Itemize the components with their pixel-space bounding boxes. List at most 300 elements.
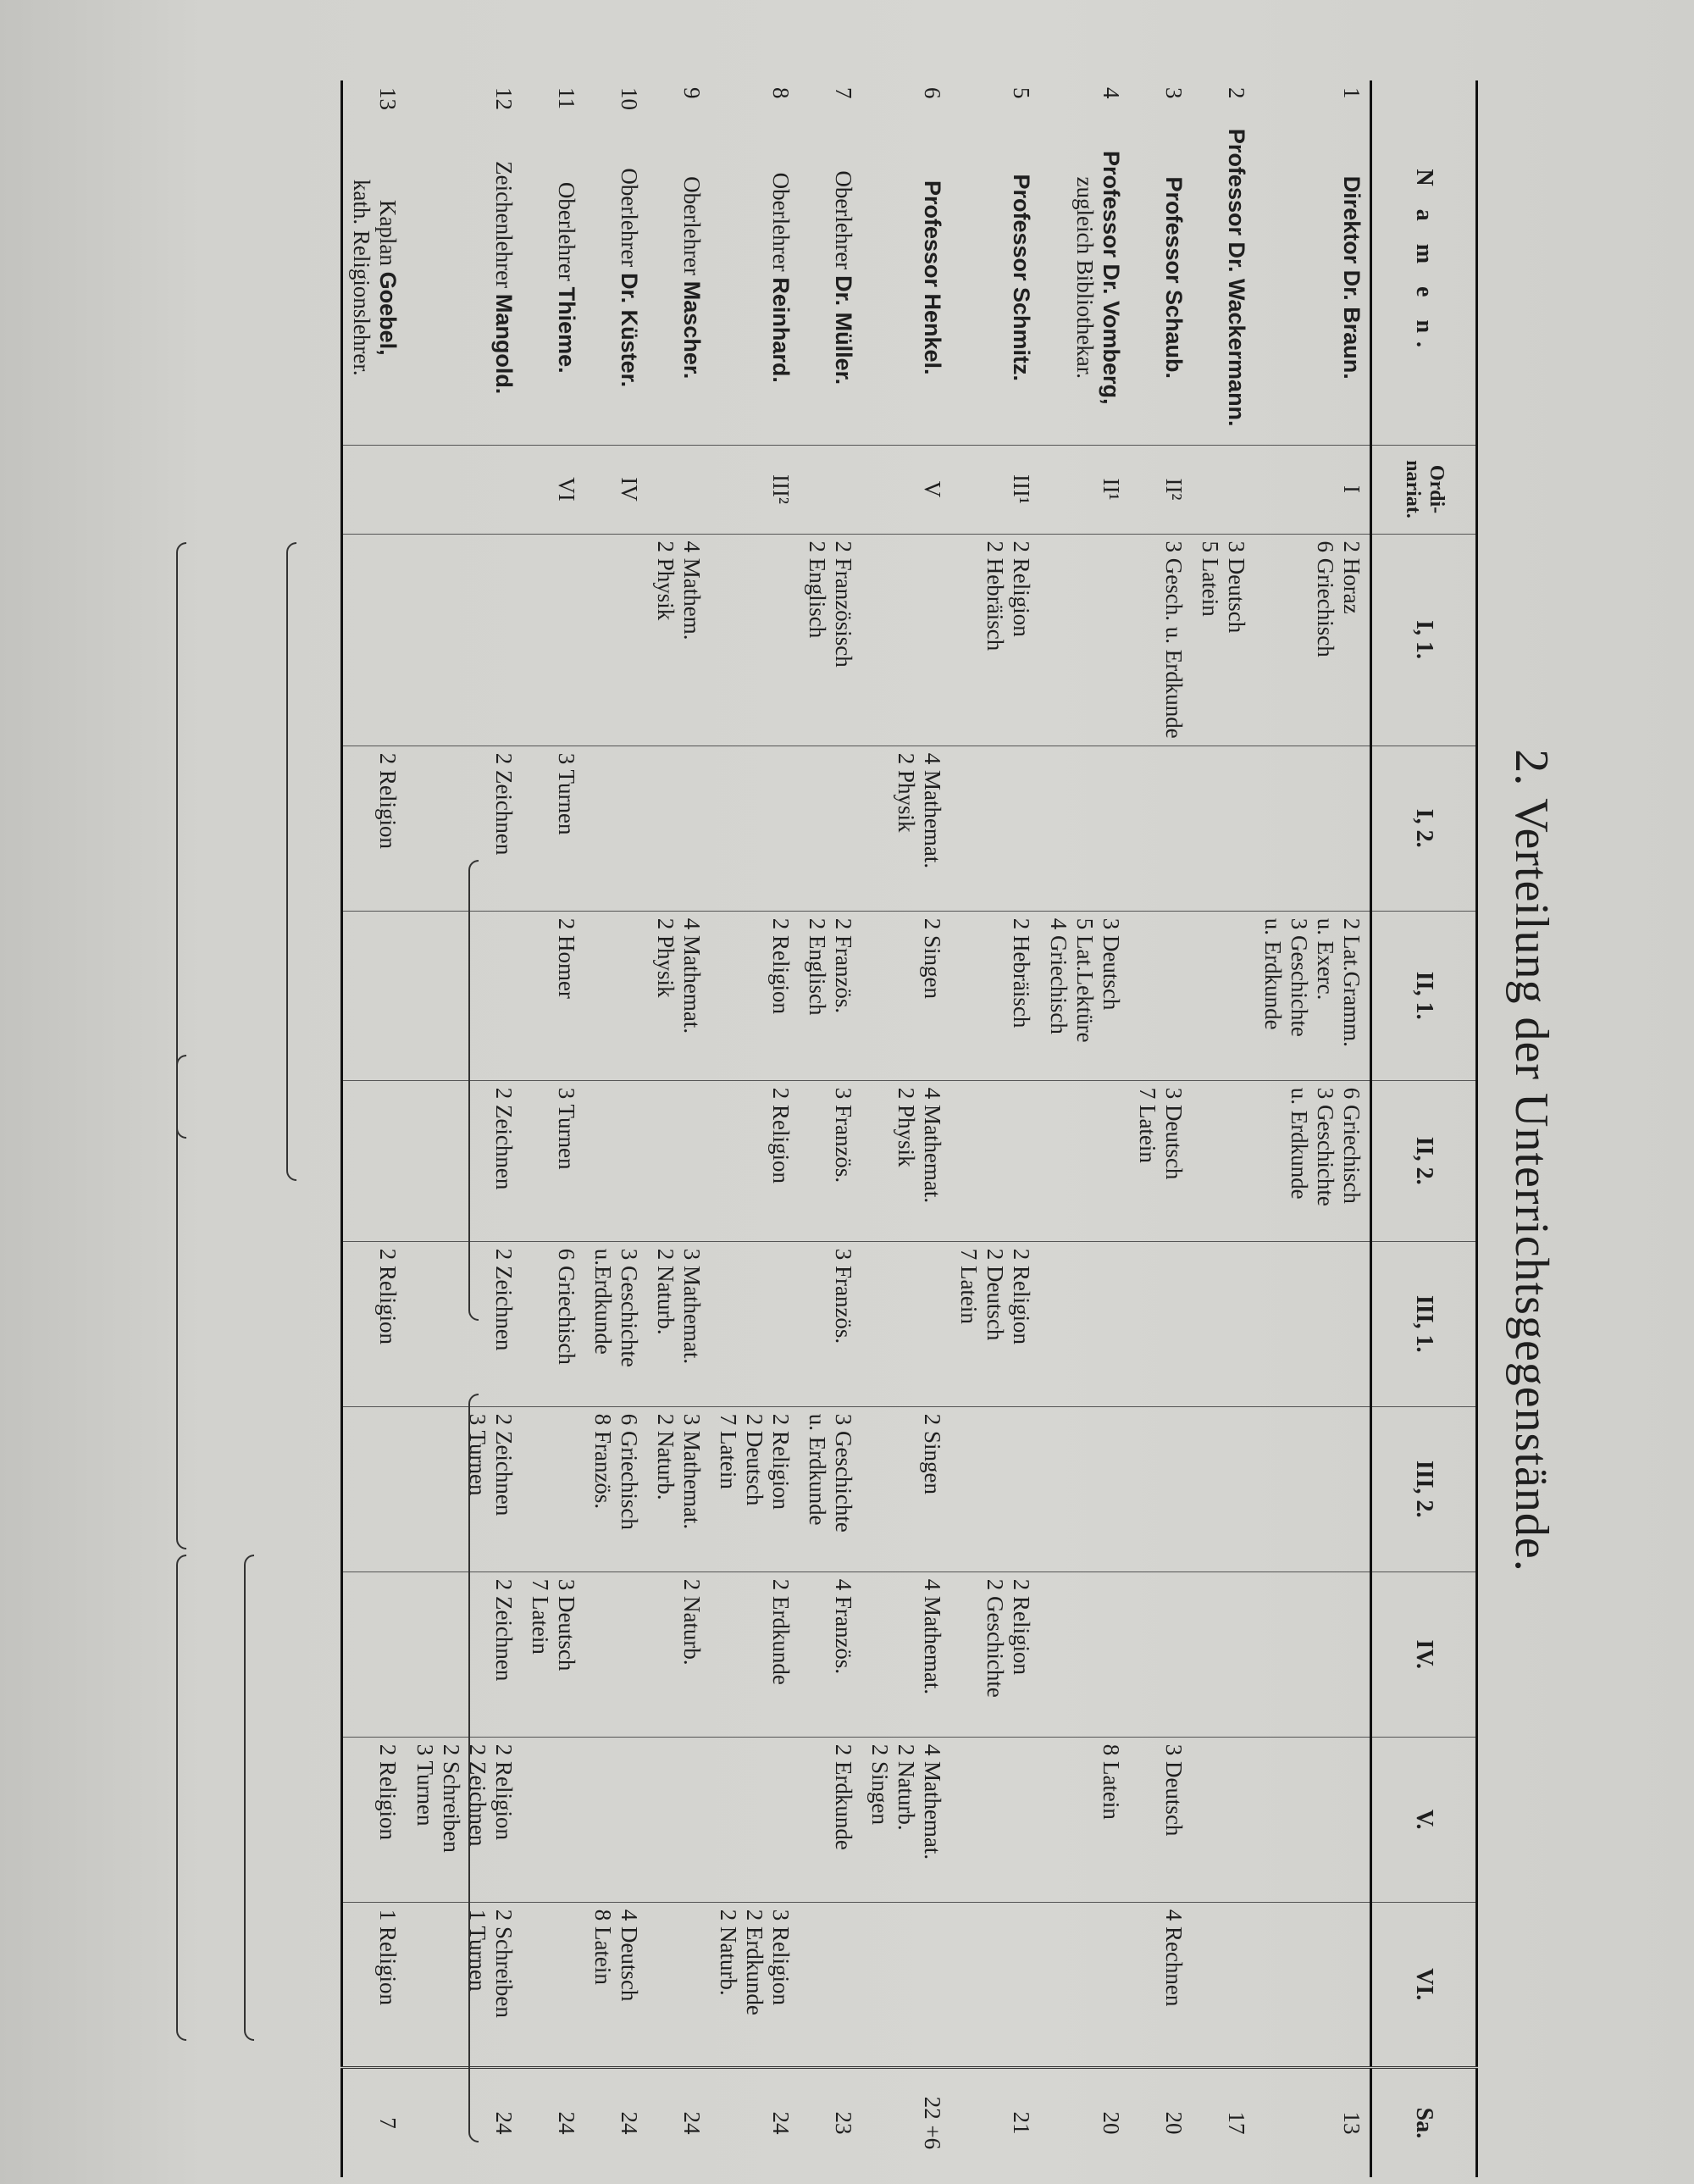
- row-number: [522, 80, 584, 445]
- teacher-name-part: Oberlehrer: [678, 176, 705, 281]
- row-number-text: 11: [553, 87, 579, 109]
- subject-cell: [584, 534, 647, 746]
- subject-cell: [522, 1241, 584, 1406]
- subject-cell: [1192, 746, 1254, 911]
- subject-cell: [407, 1080, 522, 1241]
- subject-cell: [799, 1902, 861, 2067]
- subject-cell: [950, 746, 1039, 911]
- row-number-text: 10: [616, 87, 642, 110]
- subject-cell: [861, 1737, 950, 1902]
- subject-cell: [522, 1902, 584, 2067]
- subject-entry: 3 Mathemat.: [678, 1248, 705, 1365]
- teacher-name: [1160, 118, 1187, 438]
- table-row: [799, 80, 861, 2177]
- subject-entry: 2 Naturb.: [894, 1743, 920, 1831]
- subject-cell: [584, 1406, 647, 1571]
- subject-cell: [342, 534, 407, 746]
- row-number: [799, 80, 861, 445]
- subject-entry: 3 Deutsch: [1098, 917, 1124, 1011]
- subject-entry: 4 Deutsch: [616, 1909, 642, 2002]
- subject-cell: [1192, 911, 1254, 1080]
- col-header-II2: II, 2.: [1371, 1080, 1477, 1241]
- col-header-VI: VI.: [1371, 1902, 1477, 2067]
- subject-cell: [342, 746, 407, 911]
- teacher-name: [1008, 118, 1034, 438]
- subject-cell: [799, 1080, 861, 1241]
- subject-cell: [710, 1902, 799, 2067]
- sum-cell: 7: [342, 2067, 407, 2177]
- row-number: [710, 80, 799, 445]
- subject-cell: [1192, 1080, 1254, 1241]
- sum-cell: 24: [710, 2067, 799, 2177]
- sum-cell: 20: [1129, 2067, 1192, 2177]
- row-number: [1129, 80, 1192, 445]
- subject-cell: [1192, 1406, 1254, 1571]
- subject-entry: 4 Rechnen: [1160, 1909, 1187, 2007]
- teacher-name-part: Professor Schaub.: [1160, 176, 1187, 380]
- subject-entry: 2 Erdkunde: [831, 1743, 857, 1850]
- subject-cell: [647, 1571, 710, 1737]
- teacher-name-part: Goebel,: [375, 271, 401, 356]
- subject-cell: [522, 1080, 584, 1241]
- subject-entry: 4 Griechisch: [1045, 917, 1071, 1034]
- teacher-name-part: Professor Dr. Wackermann.: [1223, 128, 1249, 427]
- subject-cell: [584, 1571, 647, 1737]
- teacher-name-part: Professor Schmitz.: [1009, 174, 1035, 382]
- subject-entry: 2 Zeichnen: [490, 1087, 517, 1190]
- subject-cell: [1129, 1571, 1192, 1737]
- subject-entry: u. Erdkunde: [1259, 917, 1286, 1030]
- row-number: [1192, 80, 1254, 445]
- row-number-text: 13: [375, 87, 401, 110]
- subject-cell: [1192, 534, 1254, 746]
- subject-cell: [647, 911, 710, 1080]
- subject-cell: [950, 1737, 1039, 1902]
- subject-cell: [584, 746, 647, 911]
- table-row: [1039, 80, 1128, 2177]
- subject-cell: [647, 534, 710, 746]
- row-number: [950, 80, 1039, 445]
- subject-cell: [647, 1241, 710, 1406]
- subject-entry: 3 Geschichte: [831, 1413, 857, 1533]
- table-row: [647, 80, 710, 2177]
- col-header-name: N a m e n.: [1371, 80, 1477, 445]
- brace-turnen-2: [244, 1555, 254, 2041]
- teacher-name-part: Kaplan: [375, 199, 401, 272]
- row-number-text: 3: [1160, 87, 1187, 99]
- subject-entry: 8 Latein: [1098, 1743, 1124, 1820]
- subject-cell: [647, 1080, 710, 1241]
- subject-cell: [710, 746, 799, 911]
- subject-entry: 8 Französ.: [590, 1413, 616, 1510]
- subject-entry: 3 Geschichte: [1286, 917, 1312, 1037]
- subject-cell: [1039, 1571, 1128, 1737]
- teacher-name-part: Dr. Müller.: [831, 275, 857, 385]
- sum-cell: 24: [647, 2067, 710, 2177]
- subject-cell: [710, 1737, 799, 1902]
- row-number-text: 6: [920, 87, 946, 99]
- subject-entry: u.Erdkunde: [590, 1248, 616, 1355]
- teacher-name-part: Oberlehrer: [768, 172, 794, 278]
- subject-entry: 6 Griechisch: [553, 1248, 579, 1365]
- subject-cell: [1192, 1737, 1254, 1902]
- ordinariat-cell: I: [1254, 445, 1371, 534]
- sum-cell: 21: [950, 2067, 1039, 2177]
- subject-cell: [950, 1406, 1039, 1571]
- subject-cell: [647, 746, 710, 911]
- subject-cell: [799, 1406, 861, 1571]
- subject-cell: [1254, 746, 1371, 911]
- ordinariat-cell: II²: [1129, 445, 1192, 534]
- subject-cell: [710, 1406, 799, 1571]
- subject-cell: [407, 1737, 522, 1902]
- col-header-IV: IV.: [1371, 1571, 1477, 1737]
- subject-entry: 2 Englisch: [805, 917, 831, 1016]
- subject-entry: 4 Mathemat.: [920, 1087, 946, 1204]
- table-row: [1254, 80, 1371, 2177]
- row-number-text: 5: [1009, 87, 1035, 99]
- teacher-name-part: Oberlehrer: [831, 170, 857, 276]
- subject-entry: 2 Naturb.: [678, 1578, 705, 1666]
- subject-cell: [647, 1406, 710, 1571]
- subject-entry: 6 Griechisch: [1339, 1087, 1365, 1204]
- subject-cell: [710, 911, 799, 1080]
- teacher-name-part: Thieme.: [553, 286, 579, 374]
- subject-entry: 2 Französ.: [831, 917, 857, 1014]
- subject-cell: [1254, 1080, 1371, 1241]
- subject-entry: 2 Zeichnen: [490, 1413, 517, 1516]
- subject-entry: 4 Mathemat.: [920, 1578, 946, 1695]
- brace-turnen-1: [286, 542, 296, 1181]
- subject-entry: 2 Religion: [1009, 1248, 1035, 1344]
- subject-entry: 2 Schreiben: [438, 1743, 464, 1853]
- subject-entry: 2 Schreiben: [490, 1909, 517, 2018]
- subject-cell: [1129, 534, 1192, 746]
- subject-cell: [861, 1241, 950, 1406]
- subject-cell: [710, 534, 799, 746]
- header-row: [1371, 80, 1477, 2177]
- subject-cell: [1254, 534, 1371, 746]
- subject-entry: 7 Latein: [716, 1413, 742, 1489]
- subject-cell: [342, 1406, 407, 1571]
- subject-cell: [799, 1571, 861, 1737]
- subject-cell: [342, 1737, 407, 1902]
- table-row: [710, 80, 799, 2177]
- subject-cell: [950, 1902, 1039, 2067]
- row-number-text: 12: [490, 87, 517, 110]
- col-header-III2: III, 2.: [1371, 1406, 1477, 1571]
- table-row: [522, 80, 584, 2177]
- col-header-III1: III, 1.: [1371, 1241, 1477, 1406]
- subject-entry: 2 Singen: [920, 917, 946, 999]
- subject-cell: [799, 746, 861, 911]
- subject-cell: [342, 1571, 407, 1737]
- subject-cell: [861, 1080, 950, 1241]
- subject-entry: 2 Physik: [894, 1087, 920, 1167]
- subject-cell: [1129, 1902, 1192, 2067]
- teacher-name: [616, 118, 642, 438]
- subject-entry: 2 Singen: [867, 1743, 894, 1825]
- subject-cell: [342, 1902, 407, 2067]
- ordinariat-cell: [342, 445, 407, 534]
- subject-cell: [1039, 1080, 1128, 1241]
- subject-entry: 3 Geschichte: [1312, 1087, 1338, 1206]
- subject-cell: [799, 1737, 861, 1902]
- subject-cell: [522, 1571, 584, 1737]
- subject-entry: 2 Physik: [652, 917, 678, 998]
- subject-entry: 7 Latein: [956, 1248, 983, 1324]
- teacher-name: [830, 118, 856, 438]
- teacher-name-part: Dr. Küster.: [616, 273, 642, 388]
- subject-cell: [950, 1080, 1039, 1241]
- table-row: [1129, 80, 1192, 2177]
- subject-entry: 2 Religion: [375, 752, 401, 849]
- subject-entry: 2 Deutsch: [983, 1248, 1009, 1341]
- subject-cell: [861, 534, 950, 746]
- subject-entry: 2 Zeichnen: [464, 1743, 490, 1847]
- subject-entry: 3 Religion: [768, 1909, 794, 2005]
- subject-cell: [1129, 911, 1192, 1080]
- subject-entry: 2 Religion: [768, 1087, 794, 1183]
- subject-entry: 4 Französ.: [831, 1578, 857, 1675]
- sum-cell: 23: [799, 2067, 861, 2177]
- subject-entry: 3 Turnen: [412, 1743, 438, 1826]
- row-number: [1254, 80, 1371, 445]
- teacher-name-part: Reinhard.: [768, 277, 794, 383]
- subject-cell: [1192, 1241, 1254, 1406]
- subject-cell: [861, 746, 950, 911]
- subject-cell: [861, 1571, 950, 1737]
- subject-entry: 2 Homer: [553, 917, 579, 999]
- subject-cell: [1039, 746, 1128, 911]
- subject-cell: [407, 1902, 522, 2067]
- subject-entry: 2 Lat.Gramm.: [1339, 917, 1365, 1047]
- subject-entry: u. Erdkunde: [1286, 1087, 1312, 1200]
- subject-entry: u. Erdkunde: [805, 1413, 831, 1526]
- subject-entry: 1 Turnen: [464, 1909, 490, 1992]
- subject-entry: 2 Französisch: [831, 540, 857, 668]
- subject-entry: 4 Mathemat.: [920, 752, 946, 869]
- subject-cell: [407, 1406, 522, 1571]
- ordinariat-cell: VI: [522, 445, 584, 534]
- subject-cell: [1129, 1080, 1192, 1241]
- row-number: [647, 80, 710, 445]
- subject-cell: [407, 1571, 522, 1737]
- row-number: [407, 80, 522, 445]
- table-body: [342, 80, 1371, 2177]
- subject-entry: 2 Singen: [920, 1413, 946, 1494]
- subject-cell: [522, 534, 584, 746]
- col-header-I1: I, 1.: [1371, 534, 1477, 746]
- teacher-name: [1223, 118, 1249, 438]
- subject-cell: [407, 534, 522, 746]
- subject-entry: 3 Turnen: [553, 1087, 579, 1170]
- subject-entry: 7 Latein: [1134, 1087, 1160, 1163]
- subject-cell: [799, 534, 861, 746]
- subject-entry: 3 Mathemat.: [678, 1413, 705, 1530]
- subject-entry: 2 Hebräisch: [1009, 917, 1035, 1028]
- subject-cell: [407, 746, 522, 911]
- subject-entry: 2 Religion: [1009, 540, 1035, 637]
- teacher-name: [490, 118, 517, 438]
- col-header-II1: II, 1.: [1371, 911, 1477, 1080]
- table-row: [950, 80, 1039, 2177]
- subject-cell: [1039, 1902, 1128, 2067]
- subject-entry: 2 Erdkunde: [768, 1578, 794, 1685]
- subject-entry: 4 Mathem.: [678, 540, 705, 640]
- ordinariat-cell: II¹: [1039, 445, 1128, 534]
- row-number-text: 1: [1339, 87, 1365, 99]
- subject-entry: 2 Physik: [894, 752, 920, 833]
- teacher-name-part: Direktor Dr. Braun.: [1339, 175, 1365, 380]
- teacher-name: [678, 118, 705, 438]
- subject-cell: [522, 746, 584, 911]
- subject-cell: [584, 1241, 647, 1406]
- subject-cell: [647, 1737, 710, 1902]
- row-number: [342, 80, 407, 445]
- subject-entry: 3 Geschichte: [616, 1248, 642, 1367]
- teacher-name-part: kath. Religionslehrer.: [349, 179, 375, 376]
- subject-cell: [861, 911, 950, 1080]
- teacher-name-part: Mangold.: [490, 293, 517, 395]
- subject-cell: [1129, 1406, 1192, 1571]
- subject-cell: [1254, 1406, 1371, 1571]
- subject-entry: 6 Griechisch: [1312, 540, 1338, 657]
- sum-cell: 22 +6: [861, 2067, 950, 2177]
- subject-entry: 4 Mathemat.: [678, 917, 705, 1034]
- col-header-sa: Sa.: [1371, 2067, 1477, 2177]
- subject-entry: 6 Griechisch: [616, 1413, 642, 1530]
- subject-entry: 3 Französ.: [831, 1087, 857, 1183]
- ordinariat-cell: IV: [584, 445, 647, 534]
- subject-entry: 5 Lat.Lektüre: [1071, 917, 1098, 1043]
- teacher-name: [767, 118, 794, 438]
- teacher-name-part: Oberlehrer: [616, 168, 642, 274]
- sum-cell: 17: [1192, 2067, 1254, 2177]
- subject-entry: 3 Turnen: [553, 752, 579, 835]
- subject-entry: 8 Latein: [590, 1909, 616, 1985]
- subject-cell: [1254, 1902, 1371, 2067]
- subject-entry: 2 Englisch: [805, 540, 831, 639]
- subject-entry: 2 Geschichte: [983, 1578, 1009, 1698]
- ordinariat-cell: III²: [710, 445, 799, 534]
- subject-cell: [584, 1080, 647, 1241]
- teacher-name: [919, 118, 945, 438]
- subject-entry: 2 Zeichnen: [490, 1578, 517, 1682]
- row-number-text: 2: [1223, 87, 1249, 99]
- subject-entry: 3 Gesch. u. Erdkunde: [1160, 540, 1187, 739]
- subject-cell: [1039, 911, 1128, 1080]
- subject-cell: [342, 1080, 407, 1241]
- subject-entry: 3 Deutsch: [1160, 1087, 1187, 1180]
- subject-entry: 2 Hebräisch: [983, 540, 1009, 651]
- section-heading: 2. Verteilung der Unterrichtsgegenstände.: [1505, 749, 1558, 1572]
- sum-cell: 24: [584, 2067, 647, 2177]
- subject-cell: [1039, 534, 1128, 746]
- row-number-text: 4: [1098, 87, 1124, 99]
- teacher-name-part: Professor Dr. Vomberg,: [1098, 150, 1124, 405]
- teacher-name: [1338, 118, 1365, 438]
- row-number-text: 7: [831, 87, 857, 99]
- subject-cell: [584, 1902, 647, 2067]
- subject-entry: 2 Religion: [375, 1743, 401, 1840]
- subject-cell: [799, 1241, 861, 1406]
- sum-cell: 13: [1254, 2067, 1371, 2177]
- subject-cell: [342, 1241, 407, 1406]
- brace-religion-1: [176, 542, 186, 1139]
- subject-cell: [1129, 1241, 1192, 1406]
- subject-cell: [584, 911, 647, 1080]
- subject-cell: [1039, 1737, 1128, 1902]
- subject-cell: [1254, 1737, 1371, 1902]
- teacher-name: [348, 118, 401, 438]
- subject-cell: [950, 1571, 1039, 1737]
- subject-cell: [522, 911, 584, 1080]
- subject-cell: [407, 911, 522, 1080]
- subject-entry: 2 Horaz: [1339, 540, 1365, 614]
- subject-entry: 2 Zeichnen: [490, 752, 517, 856]
- ordinariat-cell: [647, 445, 710, 534]
- table-row: [407, 80, 522, 2177]
- subject-entry: 2 Naturb.: [716, 1909, 742, 1996]
- subject-entry: 2 Religion: [375, 1248, 401, 1344]
- col-header-ordinariat: Ordi- nariat.: [1371, 445, 1477, 534]
- subject-entry: 2 Religion: [490, 1743, 517, 1840]
- subject-cell: [710, 1080, 799, 1241]
- subject-cell: [1039, 1241, 1128, 1406]
- subject-entry: 2 Religion: [1009, 1578, 1035, 1675]
- teaching-distribution-table: [340, 80, 1478, 2177]
- ordinariat-cell: [407, 445, 522, 534]
- subject-cell: [710, 1571, 799, 1737]
- subject-cell: [1254, 1571, 1371, 1737]
- subject-entry: 4 Mathemat.: [920, 1743, 946, 1860]
- subject-entry: 2 Naturb.: [652, 1413, 678, 1500]
- subject-entry: u. Exerc.: [1312, 917, 1338, 1001]
- subject-entry: 3 Turnen: [464, 1413, 490, 1496]
- row-number-text: 9: [678, 87, 705, 99]
- subject-entry: 2 Religion: [768, 1413, 794, 1510]
- subject-entry: 2 Religion: [768, 917, 794, 1014]
- sum-cell: 20: [1039, 2067, 1128, 2177]
- ordinariat-cell: V: [861, 445, 950, 534]
- teacher-name-part: zugleich Bibliothekar.: [1071, 176, 1098, 379]
- brace-religion-3: [176, 1555, 186, 2041]
- teacher-name-part: Zeichenlehrer: [490, 161, 517, 294]
- subject-cell: [342, 911, 407, 1080]
- subject-entry: 2 Deutsch: [742, 1413, 768, 1506]
- subject-cell: [1254, 1241, 1371, 1406]
- teacher-name-part: Mascher.: [678, 280, 705, 380]
- subject-cell: [710, 1241, 799, 1406]
- table-row: [342, 80, 407, 2177]
- subject-entry: 2 Zeichnen: [490, 1248, 517, 1351]
- table-row: [1192, 80, 1254, 2177]
- subject-cell: [522, 1406, 584, 1571]
- subject-cell: [950, 911, 1039, 1080]
- teacher-name-part: Professor Henkel.: [920, 180, 946, 375]
- subject-entry: 7 Latein: [527, 1578, 553, 1655]
- brace-singen-2: [468, 1394, 479, 2142]
- table-row: [584, 80, 647, 2177]
- subject-entry: 2 Naturb.: [652, 1248, 678, 1335]
- subject-cell: [522, 1737, 584, 1902]
- teacher-name: [553, 118, 579, 438]
- subject-entry: 3 Deutsch: [1223, 540, 1249, 634]
- subject-cell: [1039, 1406, 1128, 1571]
- ordinariat-cell: [1192, 445, 1254, 534]
- subject-entry: 3 Französ.: [831, 1248, 857, 1344]
